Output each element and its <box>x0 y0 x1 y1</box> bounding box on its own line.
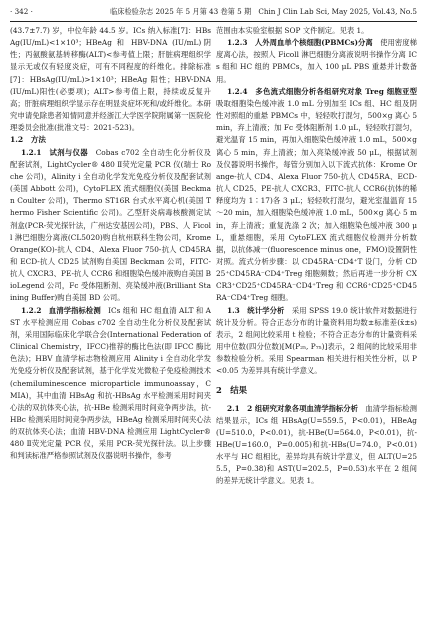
paragraph-statistics: 采用 SPSS 19.0 统计软件对数据进行统计及分析。符合正态分布的计量资料用均数±标准差(x̄±s)表示，2 组间比较采用 t 检验；不符合正态分布的计量资料采用中位数(四分位数)[M(P₂₅, P₇₅)]表示，2 组间的比较采用非参数检验分析。采用 Spearman 相关进行相关性分析，以 P<0.05 为差异具有统计学意义。 <box>216 305 417 376</box>
journal-citation: 临床检验杂志 2025 年 5 月第 43 卷第 5 期 Chin J Clin Lab Sci, May 2025, Vol.43, No.5 <box>110 7 417 16</box>
heading-1-2-4: 1.2.4 多色流式细胞分析各组研究对象 Treg 细胞亚型 <box>227 86 417 96</box>
paragraph-flow-cytometry: 吸取细胞染色缓冲液 1.0 mL 分别加至 ICs 组、HC 组及阴性对照组的重悬 PBMCs 中，轻轻吹打混匀，500×g 离心 5 min，弃上清液；加 Fc 受体阻断剂 1.0 μL，轻轻吹打混匀，避光温育 15 min，再加入细胞染色缓冲液 1.0 mL，500×g 离心 5 min，弃上清液；加入亮染缓冲液 50 μL，根据试剂及仪器说明书操作，每管分别加入以下流式抗体：Krome Orange-抗人 CD4、Alexa Fluor 750-抗人 CD45RA、ECD-抗人 CD25、PE-抗人 CXCR3、FITC-抗人 CCR6(抗体的稀释度均为 1∶17)各 3 μL；轻轻吹打混匀，避光室温温育 15～20 min，加入细胞染色缓冲液 1.0 mL，500×g 离心 5 min，弃上清液；重复洗涤 2 次；加入细胞染色缓冲液 300 μL，重悬细胞，采用 CytoFLEX 流式细胞仪检测并分析数据，以抗体减一(fluorescence minus one，FMO)设置阴性对照。流式分析步骤：以 CD45RA⁻CD4⁺T 设门，分析 CD25⁺CD45RA⁻CD4⁺Treg 细胞频数；然后再进一步分析 CXCR3⁺CD25⁺CD45RA⁻CD4⁺Treg 和 CCR6⁺CD25⁺CD45RA⁻CD4⁺Treg 细胞。 <box>216 98 417 303</box>
heading-1-2: 1.2 方法 <box>10 135 46 145</box>
paragraph-reagents: Cobas c702 全自动生化分析仪及配套试剂，LightCycler® 480 Ⅱ荧光定量 PCR 仪(瑞士 Roche 公司)，Alinity i 全自动化学发光免疫分析仪及配套试剂(美国 Abbott 公司)，CytoFLEX 流式细胞仪(美国 Beckman Coulter 公司)，Thermo ST16R 台式水平离心机(美国 Thermo Fisher Scientific 公司)。乙型肝炎病毒核酸测定试剂盒(PCR-荧光探针法，广州达安基因公司)，PBS、人 Ficoll 淋巴细胞分离液(CL5020)购自杭州联科生物公司，Krome Orange(KO)-抗人 CD4、Alexa Fluor 750-抗人 CD45RA 和 ECD-抗人 CD25 试剂购自美国 Beckman 公司，FITC-抗人 CXCR3、PE-抗人 CCR6 和细胞染色缓冲液购自美国 BioLegend 公司，Fc 受体阻断剂、亮染缓冲液(Brilliant Staining Buffer)购自美国 BD 公司。 <box>10 147 211 303</box>
heading-2-1: 2.1 2 组研究对象各项血清学指标分析 <box>227 403 359 413</box>
header-rule <box>10 21 417 22</box>
right-column <box>216 25 417 488</box>
heading-1-2-2: 1.2.2 血清学指标检测 <box>21 305 101 315</box>
page-number: · 342 · <box>10 7 33 16</box>
paragraph-inclusion-criteria: (43.7±7.7) 岁，中位年龄 44.5 岁。ICs 纳入标准[7]：HBsAg(IU/mL)<1×10³；HBeAg 和 HBV-DNA (IU/mL)阴性；丙氨酸氨基转移酶(ALT)<参考值上限；肝脏病理组织学显示无或仅有轻度炎症，可有不同程度的纤维化。排除标准[7]：HBsAg(IU/mL)>1×10³；HBeAg 阳性；HBV-DNA(IU/mL)阳性(必要项)；ALT>参考值上限，持续或反复升高；肝脏病理组织学显示存在明显炎症坏死和/或纤维化。本研究申请免除患者知情同意并经浙江大学医学院附属第一医院伦理委员会批准(批准文号：2021-523)。 <box>10 26 211 133</box>
paragraph-serology: ICs 组和 HC 组血清 ALT 和 AST 水平检测应用 Cobas c702 全自动生化分析仪及配套试剂，采用国际临床化学联合会(International Federation of Clinical Chemistry，IFCC)推荐的酶比色法(即 IFCC 酶比色法)；HBV 血清学标志物检测应用 Alinity i 全自动化学发光免疫分析仪及配套试剂，基于化学发光微粒子免疫检测技术(chemiluminescence microparticle immunoassay，CMIA)，其中血清 HBsAg 和抗-HBsAg 水平检测采用时间夹心法的双抗体夹心法，抗-HBe 检测采用时间竞争两步法，抗-HBc 检测采用时间竞争两步法，HBeAg 检测采用时间夹心法的双抗体夹心法；血清 HBV-DNA 检测应用 LightCycler® 480 Ⅱ荧光定量 PCR 仪，采用 PCR-荧光探针法。以上步骤和判读标准严格参照试剂及仪器说明书操作，参考 <box>10 305 211 461</box>
heading-2-results: 2 结果 <box>216 384 247 395</box>
left-column <box>10 25 211 463</box>
paragraph-reference-range: 范围由本实验室根据 SOP 文件制定。见表 1。 <box>216 26 369 35</box>
heading-1-3: 1.3 统计学分析 <box>227 305 285 315</box>
heading-1-2-1: 1.2.1 试剂与仪器 <box>21 147 88 157</box>
paragraph-serology-results: 血清学指标检测结果显示，ICs 组 HBsAg(U=559.5，P<0.01)，HBeAg(U=510.0，P<0.01)，抗-HBe(U=564.0，P<0.01)，抗-HBe(U=160.0，P=0.005)和抗-HBs(U=74.0，P<0.01)水平与 HC 组相比，差异均具有统计学意义，但 ALT(U=255.5，P=0.38)和 AST(U=202.5，P=0.53)水平在 2 组间的差异无统计学意义。见表 1。 <box>216 403 417 486</box>
heading-1-2-3: 1.2.3 人外周血单个核细胞(PBMCs)分离 <box>227 38 373 48</box>
running-header <box>10 5 417 19</box>
paragraph-pbmc: 使用密度梯度离心法，按照人 Ficoll 淋巴细胞分离液说明书操作分离 ICs 组和 HC 组的 PBMCs，加入 100 μL PBS 重悬并计数备用。 <box>216 38 417 84</box>
